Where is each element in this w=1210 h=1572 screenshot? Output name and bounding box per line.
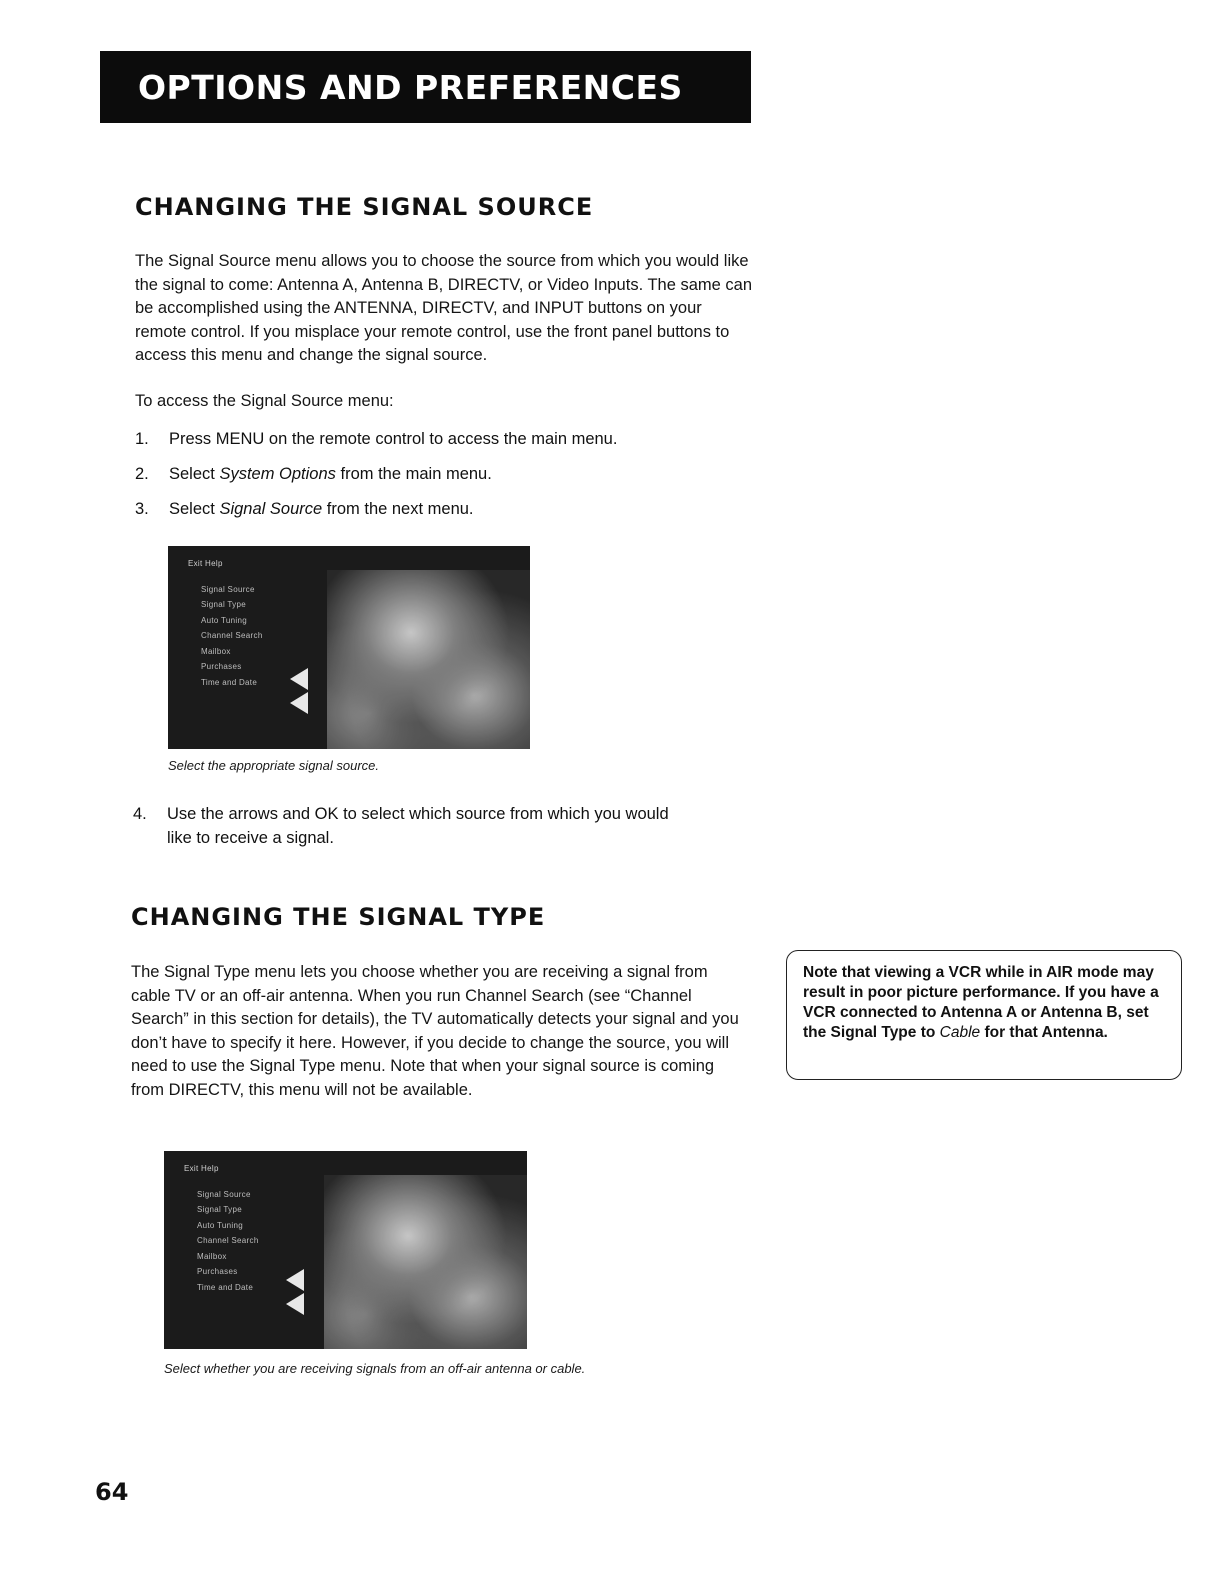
- tv-menu-item: Auto Tuning: [197, 1220, 243, 1230]
- signal-source-access: To access the Signal Source menu:: [135, 392, 394, 410]
- tv-menu-bar: Exit Help: [188, 559, 223, 568]
- selection-arrow-icon: [286, 1269, 304, 1291]
- signal-source-menu-screenshot: [168, 546, 530, 749]
- tv-menu-item: Channel Search: [197, 1236, 259, 1245]
- tv-menu-item: Time and Date: [197, 1282, 254, 1292]
- step-1: 1. Press MENU on the remote control to access the main menu.: [135, 428, 617, 452]
- tv-menu-item: Purchases: [197, 1267, 238, 1276]
- page-title: OPTIONS AND PREFERENCES: [138, 67, 683, 107]
- tv-menu-item: Signal Source: [197, 1189, 251, 1199]
- tv-menu-item: Channel Search: [201, 631, 263, 640]
- signal-source-caption: Select the appropriate signal source.: [168, 758, 380, 773]
- step-4: 4. Use the arrows and OK to select which source from which you would like to receive a signal.: [133, 805, 669, 847]
- tv-menu-item: Signal Type: [201, 600, 246, 609]
- tv-menu: [188, 556, 263, 690]
- section-heading-signal-type: CHANGING THE SIGNAL TYPE: [131, 903, 546, 931]
- signal-source-intro: The Signal Source menu allows you to choose the source from which you would like the signal to come: Antenna A, Antenna B, DIRECTV, or Video Inputs. The same can be accomplished using the ANTENNA, DIRECTV, and INPUT buttons on your remote control. If you misplace your remote control, use the front panel buttons to access this menu and change the signal source.: [135, 252, 752, 364]
- step-3: 3. Select Signal Source from the next menu.: [135, 498, 474, 522]
- tv-menu-item: Auto Tuning: [201, 615, 247, 625]
- step-number: 2.: [135, 465, 149, 483]
- page-title-banner: [100, 51, 751, 123]
- page-number: 64: [95, 1478, 129, 1506]
- step-number: 1.: [135, 430, 149, 448]
- signal-type-menu-screenshot: [164, 1151, 527, 1349]
- step-2: 2. Select System Options from the main menu.: [135, 463, 492, 487]
- tv-menu-item: Signal Type: [197, 1205, 242, 1214]
- tv-menu-item: Purchases: [201, 662, 242, 671]
- note-box: Note that viewing a VCR while in AIR mode may result in poor picture performance. If you have a VCR connected to Antenna A or Antenna B, set the Signal Type to Cable for that Antenna.: [786, 950, 1182, 1080]
- tv-picture: [324, 1175, 527, 1349]
- tv-menu-item: Signal Source: [201, 584, 255, 594]
- selection-arrow-icon: [290, 668, 308, 690]
- tv-menu-item: Time and Date: [201, 677, 258, 687]
- tv-menu-bar: Exit Help: [184, 1164, 219, 1173]
- step-number: 4.: [133, 805, 147, 823]
- tv-menu-item: Mailbox: [197, 1251, 227, 1261]
- section-heading-signal-source: CHANGING THE SIGNAL SOURCE: [135, 193, 594, 221]
- tv-menu-item: Mailbox: [201, 646, 231, 656]
- step-number: 3.: [135, 500, 149, 518]
- signal-type-intro: The Signal Type menu lets you choose whether you are receiving a signal from cable TV or an off-air antenna. When you run Channel Search (see “Channel Search” in this section for details), the TV automatically detects your signal and you don’t have to specify it here. However, if you decide to change the source, you will need to use the Signal Type menu. Note that when your signal source is coming from DIRECTV, this menu will not be available.: [131, 963, 739, 1099]
- signal-type-caption: Select whether you are receiving signals from an off-air antenna or cable.: [164, 1361, 586, 1376]
- tv-picture: [327, 570, 530, 749]
- tv-menu: [184, 1161, 259, 1295]
- selection-arrow-icon: [290, 692, 308, 714]
- selection-arrow-icon: [286, 1293, 304, 1315]
